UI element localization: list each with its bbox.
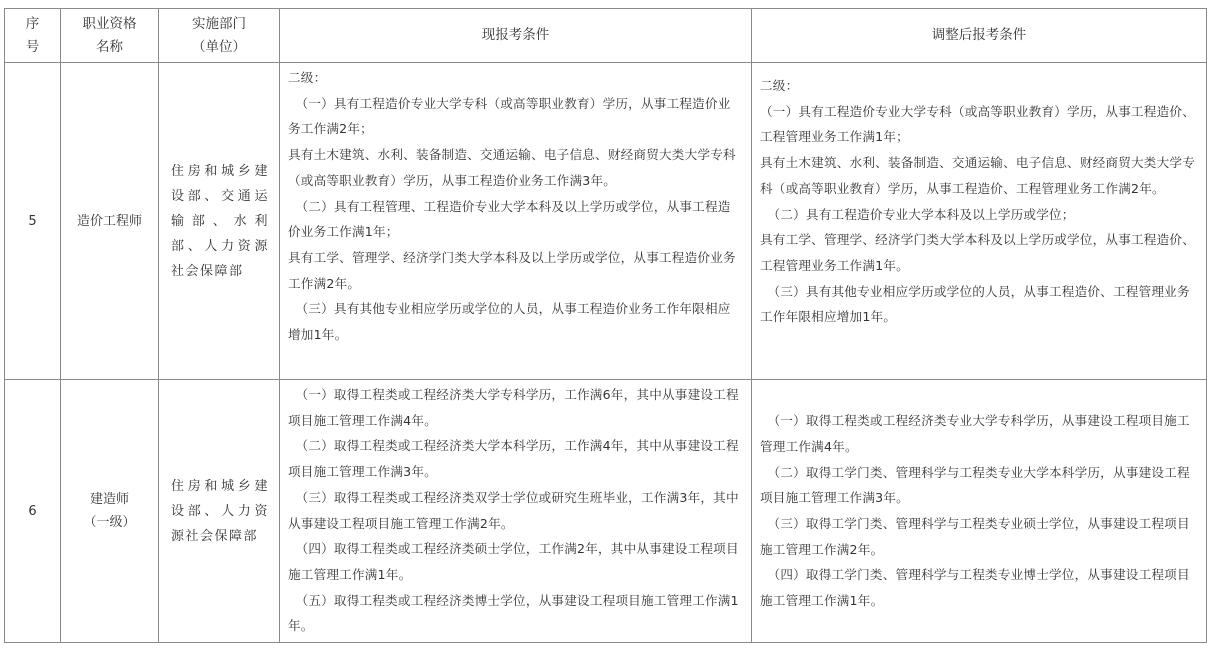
condition-line: （五）取得工程类或工程经济类博士学位，从事建设工程项目施工管理工作满1年。 (288, 592, 739, 634)
condition-line: （三）具有其他专业相应学历或学位的人员，从事工程造价、工程管理业务工作年限相应增加1年。 (760, 283, 1190, 325)
row-name-line1: 建造师 (89, 492, 129, 507)
condition-line: （二）具有工程管理、工程造价专业大学本科及以上学历或学位，从事工程造价业务工作满1年； (288, 198, 731, 240)
header-dept (159, 9, 280, 63)
condition-line: （二）取得工程类或工程经济类大学本科学历，工作满4年，其中从事建设工程项目施工管理工作满3年。 (288, 438, 739, 480)
row-name-line1: 造价工程师 (76, 213, 142, 229)
condition-line: （一）取得工程类或工程经济类专业大学专科学历，从事建设工程项目施工管理工作满4年。 (760, 413, 1190, 454)
row-adjusted-conditions (752, 63, 1207, 380)
row-adjusted-conditions (752, 380, 1207, 643)
row-current-conditions (280, 63, 752, 380)
condition-line: 二级： (760, 78, 799, 93)
row-name (61, 380, 159, 643)
row-name (61, 63, 159, 380)
table-row (5, 380, 1207, 643)
header-name-line2: 名称 (96, 38, 123, 55)
header-adjusted: 调整后报考条件 (752, 9, 1207, 63)
header-seq-line2: 号 (25, 38, 40, 55)
header-dept-line2: （单位） (192, 38, 246, 55)
table-row (5, 63, 1207, 380)
row-name-line2: （一级） (83, 515, 136, 530)
header-current: 现报考条件 (280, 9, 752, 63)
condition-line: （四）取得工程类或工程经济类硕士学位，工作满2年，其中从事建设工程项目施工管理工作满1年。 (288, 541, 739, 582)
row-dept: 住房和城乡建设部、人力资源社会保障部 (159, 380, 280, 643)
header-seq-line1: 序 (25, 15, 40, 32)
row-seq: 5 (5, 63, 61, 380)
header-seq (5, 9, 61, 63)
qualification-table (4, 8, 1207, 643)
condition-line: 具有工学、管理学、经济学门类大学本科及以上学历或学位，从事工程造价业务工作满2年。 (288, 249, 736, 291)
condition-line: （二）具有工程造价专业大学本科及以上学历或学位； (767, 206, 1075, 222)
header-dept-line1: 实施部门 (192, 15, 246, 32)
condition-line: （三）取得工程类或工程经济类双学士学位或研究生班毕业，工作满3年，其中从事建设工程项目施工管理工作满2年。 (288, 489, 739, 531)
condition-line: 具有工学、管理学、经济学门类大学本科及以上学历或学位，从事工程造价、工程管理业务工作满1年。 (760, 232, 1195, 273)
condition-line: （一）具有工程造价专业大学专科（或高等职业教育）学历，从事工程造价业务工作满2年； (288, 95, 731, 137)
condition-line: （一）取得工程类或工程经济类大学专科学历，工作满6年，其中从事建设工程项目施工管理工作满4年。 (288, 387, 739, 428)
header-row (5, 9, 1207, 63)
condition-line: 具有土木建筑、水利、装备制造、交通运输、电子信息、财经商贸大类大学专科（或高等职业教育）学历，从事工程造价、工程管理业务工作满2年。 (760, 155, 1195, 196)
header-name-line1: 职业资格 (82, 15, 137, 32)
condition-line: （二）取得工学门类、管理科学与工程类专业大学本科学历，从事建设工程项目施工管理工作满3年。 (760, 464, 1190, 506)
header-name (61, 9, 159, 63)
row-dept: 住房和城乡建设部、交通运输部、水利部、人力资源社会保障部 (159, 63, 280, 380)
condition-line: 二级： (288, 70, 327, 85)
row-seq: 6 (5, 380, 61, 643)
condition-line: （一）具有工程造价专业大学专科（或高等职业教育）学历，从事工程造价、工程管理业务工作满1年； (760, 103, 1195, 145)
row-current-conditions (280, 380, 752, 643)
condition-line: （三）取得工学门类、管理科学与工程类专业硕士学位，从事建设工程项目施工管理工作满2年。 (760, 516, 1190, 557)
condition-line: 具有土木建筑、水利、装备制造、交通运输、电子信息、财经商贸大类大学专科（或高等职业教育）学历，从事工程造价业务工作满3年。 (288, 147, 736, 188)
condition-line: （三）具有其他专业相应学历或学位的人员，从事工程造价业务工作年限相应增加1年。 (288, 301, 731, 343)
condition-line: （四）取得工学门类、管理科学与工程类专业博士学位，从事建设工程项目施工管理工作满1年。 (760, 567, 1190, 609)
